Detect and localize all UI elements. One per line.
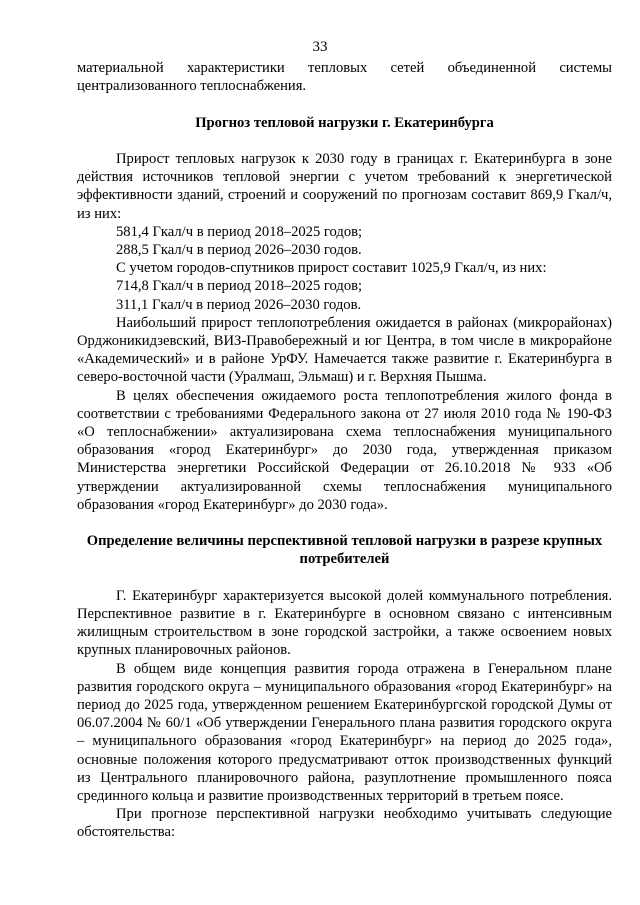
list-line: 288,5 Гкал/ч в период 2026–2030 годов. [116,242,362,258]
section-heading-forecast: Прогноз тепловой нагрузки г. Екатеринбурга [195,114,494,131]
paragraph: Г. Екатеринбург характеризуется высокой долей коммунального потребления. Перспективное развитие в г. Екатеринбурге в основном связано с интенсивным жилищным строительством в зоне городской застройки, а также освоением новых крупных планировочных районов. [77,587,612,659]
section-heading-consumers: Определение величины перспективной тепловой нагрузки в разрезе крупных потребителей [86,533,603,568]
intro-paragraph: материальной характеристики тепловых сетей объединенной системы централизованного теплоснабжения. [77,60,612,95]
paragraph: При прогнозе перспективной нагрузки необходимо учитывать следующие обстоятельства: [77,806,612,841]
list-line: 311,1 Гкал/ч в период 2026–2030 годов. [116,296,362,313]
paragraph: С учетом городов-спутников прирост составит 1025,9 Гкал/ч, из них: [116,260,547,277]
paragraph: В целях обеспечения ожидаемого роста теплопотребления жилого фонда в соответствии с требованиями Федерального закона от 27 июля 2010 года № 190-ФЗ «О теплоснабжении» актуализирована схема теплоснабжения муниципального образования «город Екатеринбург» до 2030 года, утвержденная приказом Министерства энергетики Российской Федерации от 26.10.2018 № 933 «Об утверждении актуализированной схемы теплоснабжения муниципального образования «город Екатеринбург» до 2030 года». [77,387,612,513]
page-number: 33 [312,39,328,55]
paragraph: Прирост тепловых нагрузок к 2030 году в границах г. Екатеринбурга в зоне действия источников тепловой энергии с учетом требований к энергетической эффективности зданий, строений и сооружений по прогнозам составит 869,9 Гкал/ч, из них: [77,150,612,222]
page-content [77,59,612,842]
paragraph: В общем виде концепция развития города отражена в Генеральном плане развития городского округа – муниципального образования «город Екатеринбург» на период до 2025 года, утвержденном решением Екатеринбургской городской Думы от 06.07.2004 № 60/1 «Об утверждении Генерального плана развития городского округа – муниципального образования «город Екатеринбург» на период до 2025 года», основные положения которого предусматривают отток производственных функций из Центрального планировочного района, разуплотнение промышленного пояса срединного кольца и развитие производственных территорий в третьем поясе. [77,660,612,805]
list-line: 714,8 Гкал/ч в период 2018–2025 годов; [116,278,363,295]
paragraph: Наибольший прирост теплопотребления ожидается в районах (микрорайонах) Орджоникидзевский, ВИЗ-Правобережный и юг Центра, в том числе в микрорайоне «Академический» и в районе УрФУ. Намечается также развитие г. Екатеринбурга в северо-восточной части (Уралмаш, Эльмаш) и г. Верхняя Пышма. [77,314,612,386]
list-line: 581,4 Гкал/ч в период 2018–2025 годов; [116,223,363,240]
